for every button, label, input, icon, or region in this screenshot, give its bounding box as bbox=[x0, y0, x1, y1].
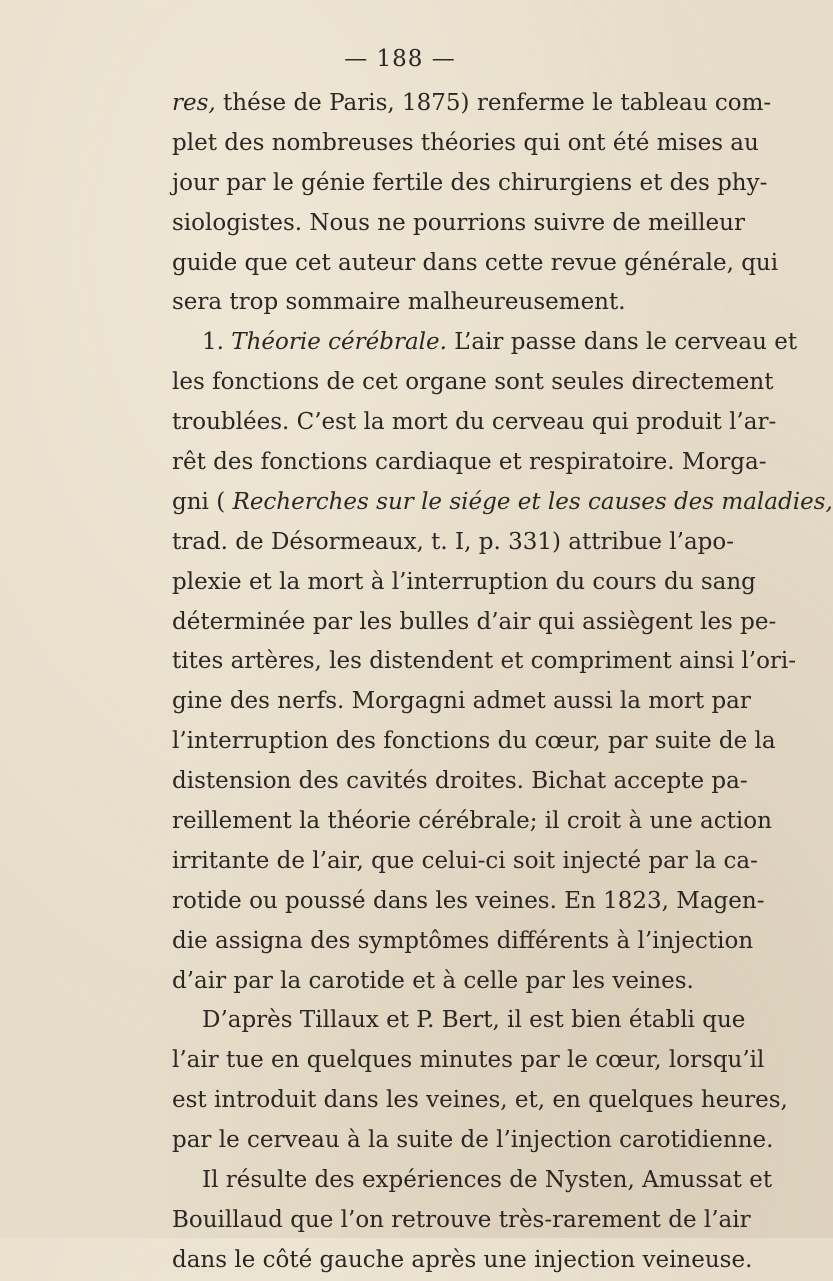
text-line: Bouillaud que l’on retrouve très-rarement de l’air bbox=[172, 1206, 751, 1233]
text-run: 1. bbox=[202, 329, 232, 356]
text-line: l’interruption des fonctions du cœur, par suite de la bbox=[172, 728, 776, 755]
text-line: plet des nombreuses théories qui ont été mises au bbox=[172, 129, 759, 156]
text-line: les fonctions de cet organe sont seules directement bbox=[172, 369, 774, 396]
text-line: plexie et la mort à l’interruption du cours du sang bbox=[172, 568, 756, 595]
text-line bbox=[172, 84, 772, 124]
text-line bbox=[172, 323, 798, 363]
text-line: est introduit dans les veines, et, en quelques heures, bbox=[172, 1087, 788, 1114]
text-line: d’air par la carotide et à celle par les veines. bbox=[172, 967, 694, 994]
text-line: troublées. C’est la mort du cerveau qui produit l’ar- bbox=[172, 409, 777, 436]
text-line: siologistes. Nous ne pourrions suivre de meilleur bbox=[172, 209, 745, 236]
text-line: gine des nerfs. Morgagni admet aussi la mort par bbox=[172, 688, 751, 715]
text-line: rêt des fonctions cardiaque et respiratoire. Morga- bbox=[172, 449, 767, 476]
text-line: reillement la théorie cérébrale; il croit à une action bbox=[172, 808, 772, 835]
text-line: trad. de Désormeaux, t. I, p. 331) attribue l’apo- bbox=[172, 528, 735, 555]
text-line: dans le côté gauche après une injection veineuse. bbox=[172, 1246, 753, 1273]
body-text bbox=[172, 84, 833, 1281]
text-line: die assigna des symptômes différents à l’injection bbox=[172, 927, 754, 954]
citation-title: Recherches sur le siége et les causes des maladies, bbox=[232, 488, 833, 515]
page-number: — 188 — bbox=[344, 46, 456, 72]
text-line: déterminée par les bulles d’air qui assiègent les pe- bbox=[172, 608, 777, 635]
text-line: Il résulte des expériences de Nysten, Amussat et bbox=[202, 1167, 773, 1194]
text-run: res, bbox=[172, 90, 216, 116]
text-line: rotide ou poussé dans les veines. En 1823, Magen- bbox=[172, 887, 765, 914]
text-line: jour par le génie fertile des chirurgiens et des phy- bbox=[172, 169, 768, 196]
text-line: par le cerveau à la suite de l’injection carotidienne. bbox=[172, 1127, 774, 1154]
section-heading: Théorie cérébrale. bbox=[231, 329, 447, 356]
text-line: guide que cet auteur dans cette revue générale, qui bbox=[172, 249, 779, 276]
text-run: thése de Paris, 1875) renferme le tableau com- bbox=[215, 90, 772, 116]
text-line: D’après Tillaux et P. Bert, il est bien établi que bbox=[202, 1007, 746, 1034]
text-line bbox=[172, 483, 833, 523]
text-line: sera trop sommaire malheureusement. bbox=[172, 289, 626, 316]
text-run: gni ( bbox=[172, 488, 233, 515]
text-line: l’air tue en quelques minutes par le cœur, lorsqu’il bbox=[172, 1047, 765, 1074]
text-line: distension des cavités droites. Bichat accepte pa- bbox=[172, 768, 748, 795]
text-run: L’air passe dans le cerveau et bbox=[446, 329, 798, 356]
text-line: tites artères, les distendent et compriment ainsi l’ori- bbox=[172, 648, 797, 675]
text-line: irritante de l’air, que celui-ci soit injecté par la ca- bbox=[172, 847, 758, 874]
